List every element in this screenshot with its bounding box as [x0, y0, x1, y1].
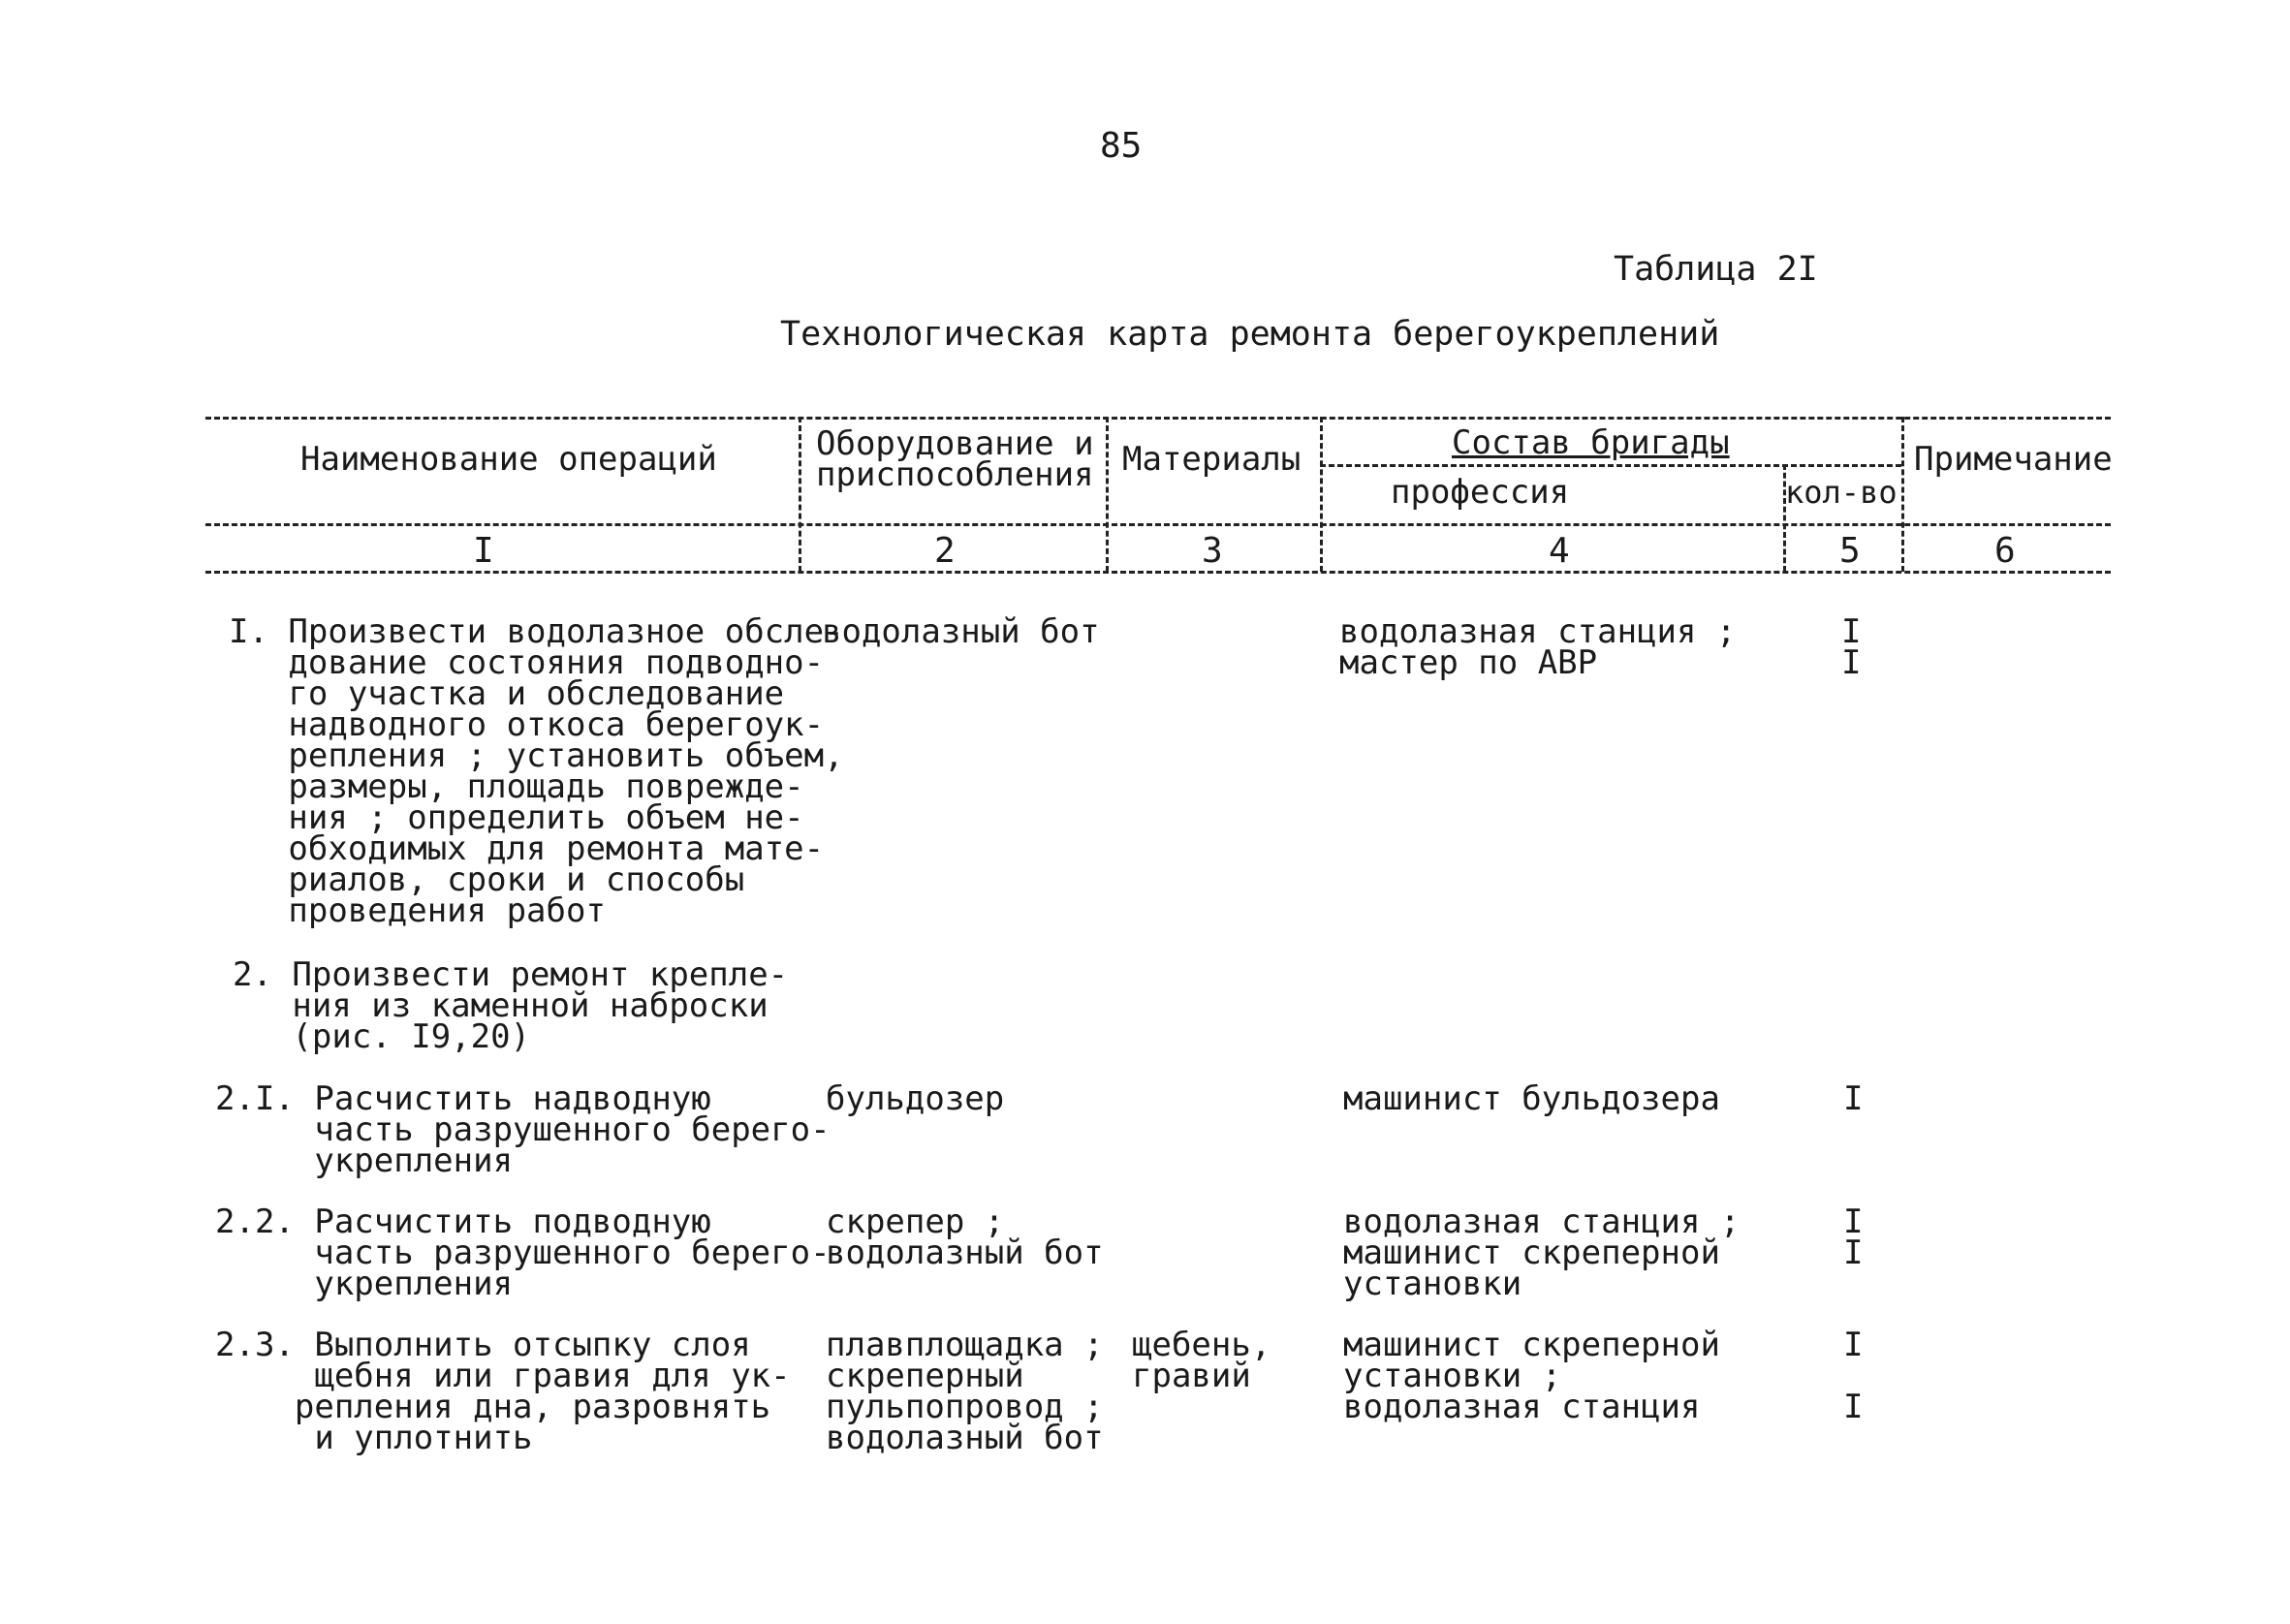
header-count: кол-во: [1785, 474, 1898, 511]
header-note: Примечание: [1914, 440, 2113, 479]
operation-cell: I. Произвести водолазное обсле- дование состояния подводно- го участка и обследование надводного откоса берегоук- репления ; установить объем, размеры, площадь поврежде- ния ; определить объем не- обходимых для ремонта мате- риалов, сроки и способы проведения работ: [229, 612, 844, 930]
count-cell: I I: [1843, 1326, 1864, 1426]
profession-cell: водолазная станция ; мастер по АВР: [1339, 612, 1737, 682]
count-cell: I I: [1843, 1202, 1864, 1272]
equipment-cell: скрепер ; водолазный бот: [826, 1202, 1104, 1272]
crew-subheader-rule: [1320, 464, 1901, 467]
table-top-rule: [205, 417, 2111, 420]
column-divider: [1901, 417, 1904, 572]
page-number: 85: [1100, 126, 1143, 166]
column-divider: [799, 417, 801, 572]
column-number: 6: [1994, 531, 2016, 571]
profession-cell: машинист бульдозера: [1343, 1079, 1720, 1118]
header-crew: Состав бригады: [1452, 423, 1730, 462]
column-number: 4: [1549, 531, 1570, 571]
operation-cell: 2.3. Выполнить отсыпку слоя щебня или гравия для ук- репления дна, разровнять и уплотнить: [215, 1326, 791, 1457]
column-number: I: [473, 531, 494, 571]
count-cell: I: [1843, 1079, 1864, 1118]
materials-cell: щебень, гравий: [1132, 1326, 1271, 1395]
column-number: 2: [934, 531, 956, 571]
profession-cell: водолазная станция ; машинист скреперной установки: [1343, 1202, 1741, 1303]
equipment-cell: водолазный бот: [822, 612, 1100, 651]
header-bottom-rule: [205, 523, 2111, 526]
equipment-cell: плавплощадка ; скреперный пульпопровод ; водолазный бот: [826, 1326, 1104, 1457]
header-profession: профессия: [1391, 473, 1570, 512]
column-number: 5: [1839, 531, 1861, 571]
operation-cell: 2. Произвести ремонт крепле- ния из каменной наброски (рис. I9,20): [233, 955, 789, 1056]
header-operation: Наименование операций: [300, 440, 717, 479]
column-number-rule: [205, 571, 2111, 574]
header-equipment: Оборудование и приспособления: [816, 424, 1094, 494]
count-cell: I I: [1841, 612, 1862, 682]
header-materials: Материалы: [1122, 440, 1302, 479]
equipment-cell: бульдозер: [826, 1079, 1005, 1118]
operation-cell: 2.I. Расчистить надводную часть разрушенного берего- укрепления: [215, 1079, 831, 1180]
column-divider: [1320, 417, 1323, 572]
operation-cell: 2.2. Расчистить подводную часть разрушенного берего- укрепления: [215, 1202, 831, 1303]
table-title: Технологическая карта ремонта берегоукреплений: [780, 315, 1720, 354]
table-label: Таблица 2I: [1614, 250, 1818, 289]
column-divider: [1106, 417, 1109, 572]
column-number: 3: [1202, 531, 1223, 571]
profession-cell: машинист скреперной установки ; водолазная станция: [1343, 1326, 1720, 1426]
